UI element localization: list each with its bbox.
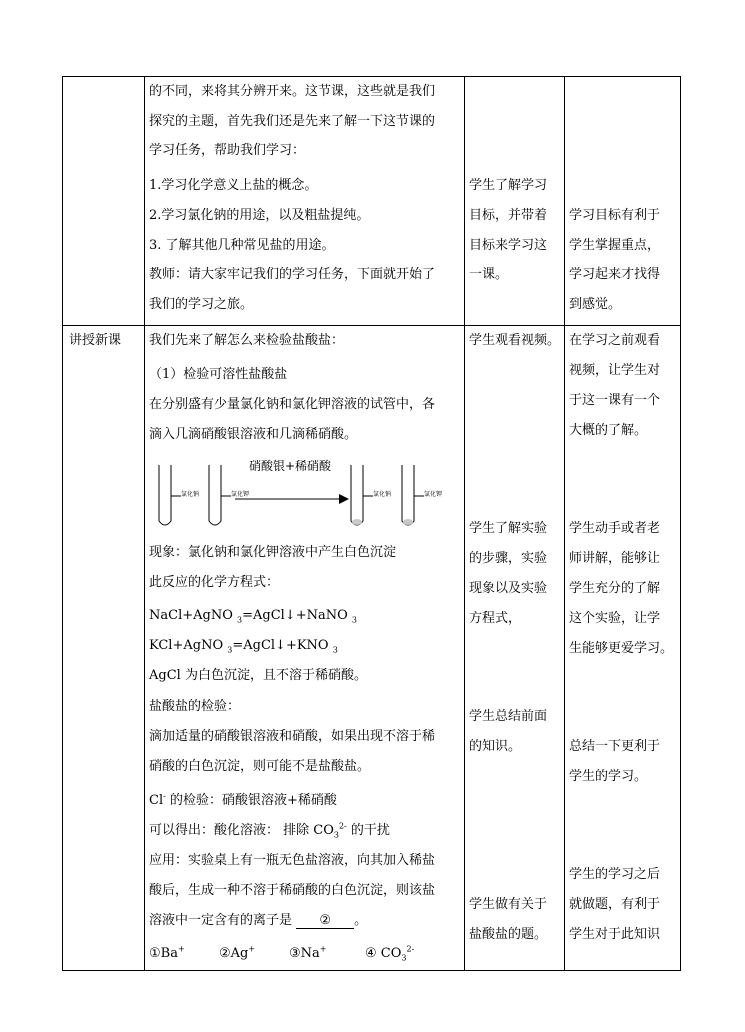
- content-line: 硝酸的白色沉淀，则可能不是盐酸盐。: [149, 759, 371, 774]
- student-activity-line: 一课。: [469, 267, 509, 282]
- row-divider: [63, 325, 680, 326]
- content-line: 滴入几滴硝酸银溶液和几滴稀硝酸。: [149, 427, 358, 442]
- content-subheading: 盐酸盐的检验：: [149, 699, 241, 714]
- content-line: 我们先来了解怎么来检验盐酸盐：: [149, 333, 345, 348]
- content-line: 3. 了解其他几种常见盐的用途。: [149, 238, 335, 253]
- tube-label: 氯化钠: [373, 491, 392, 498]
- design-intent-line: 学生对于此知识: [569, 927, 661, 942]
- student-activity-line: 的步骤，实验: [469, 551, 548, 566]
- student-activity-line: 方程式，: [469, 611, 522, 626]
- acidify-line: 可以得出：酸化溶液： 排除 $CO_3^{2-}$ 的干扰: [149, 821, 390, 840]
- chloride-test-line: Cl- 的检验：硝酸银溶液+稀硝酸: [149, 791, 337, 808]
- design-intent-line: 视频，让学生对: [569, 363, 661, 378]
- student-activity-line: 的知识。: [469, 739, 522, 754]
- design-intent-line: 学习起来才找得: [569, 267, 661, 282]
- content-line: AgCl 为白色沉淀，且不溶于稀硝酸。: [149, 668, 367, 683]
- content-line: 我们的学习之旅。: [149, 297, 254, 312]
- content-line: 教师：请大家牢记我们的学习任务，下面就开始了: [149, 267, 436, 282]
- equation-nacl: NaCl+AgNO $_3$=AgCl↓+NaNO $_3$: [149, 608, 357, 625]
- reagent-label: 硝酸银+稀硝酸: [249, 459, 332, 473]
- option-item: ②Ag+: [219, 944, 256, 961]
- tube-label: 氯化钾: [231, 491, 250, 498]
- content-line: 的不同，来将其分辨开来。这节课，这些就是我们: [149, 84, 436, 99]
- arrow-head-icon: [339, 494, 349, 504]
- design-intent-line: 在学习之前观看: [569, 333, 661, 348]
- design-intent-line: 生能够更爱学习。: [569, 641, 674, 656]
- design-intent-line: 学生的学习之后: [569, 867, 661, 882]
- application-line: 酸后，生成一种不溶于稀硝酸的白色沉淀，则该盐: [149, 883, 436, 898]
- test-tube-icon: [402, 465, 414, 525]
- column-divider: [564, 77, 565, 970]
- content-line: 1.学习化学意义上盐的概念。: [149, 178, 318, 193]
- experiment-diagram: [151, 459, 451, 531]
- student-activity-line: 学生总结前面: [469, 709, 548, 724]
- stage-label: 讲授新课: [69, 333, 122, 348]
- test-tube-icon: [209, 465, 221, 525]
- content-subheading: （1）检验可溶性盐酸盐: [149, 367, 288, 382]
- design-intent-line: 于这一课有一个: [569, 393, 661, 408]
- student-activity-line: 学生了解学习: [469, 178, 548, 193]
- test-tube-icon: [159, 465, 171, 525]
- student-activity-line: 学生做有关于: [469, 897, 548, 912]
- content-line: 2.学习氯化钠的用途，以及粗盐提纯。: [149, 208, 370, 223]
- tube-label: 氯化钾: [424, 491, 443, 498]
- student-activity-line: 目标，并带着: [469, 208, 548, 223]
- content-line: 学习任务，帮助我们学习：: [149, 143, 306, 158]
- student-activity-line: 学生了解实验: [469, 521, 548, 536]
- answer-blank: ②: [296, 914, 354, 929]
- tube-label: 氯化钠: [181, 491, 200, 498]
- design-intent-line: 学生的学习。: [569, 769, 648, 784]
- student-activity-line: 目标来学习这: [469, 238, 548, 253]
- option-item: ③Na+: [289, 944, 327, 961]
- column-divider: [144, 77, 145, 970]
- design-intent-line: 总结一下更利于: [569, 739, 661, 754]
- design-intent-line: 学生动手或者老: [569, 521, 661, 536]
- content-line: 滴加适量的硝酸银溶液和硝酸，如果出现不溶于稀: [149, 729, 436, 744]
- option-item: ①Ba+: [149, 944, 185, 961]
- content-line: 此反应的化学方程式：: [149, 575, 280, 590]
- content-line: 在分别盛有少量氯化钠和氯化钾溶液的试管中，各: [149, 397, 436, 412]
- test-tube-icon: [351, 465, 363, 525]
- design-intent-line: 就做题，有利于: [569, 897, 661, 912]
- design-intent-line: 学习目标有利于: [569, 208, 661, 223]
- student-activity-line: 现象以及实验: [469, 581, 548, 596]
- content-line: 探究的主题，首先我们还是先来了解一下这节课的: [149, 114, 436, 129]
- application-line: 应用：实验桌上有一瓶无色盐溶液，向其加入稀盐: [149, 853, 436, 868]
- option-item: ④ $CO_3^{2-}$: [365, 944, 415, 963]
- design-intent-line: 到感觉。: [569, 297, 622, 312]
- column-divider: [464, 77, 465, 970]
- lesson-plan-table: [62, 76, 681, 971]
- student-activity-line: 学生观看视频。: [469, 333, 561, 348]
- design-intent-line: 这个实验，让学: [569, 611, 661, 626]
- observation-line: 现象：氯化钠和氯化钾溶液中产生白色沉淀: [149, 545, 397, 560]
- design-intent-line: 学生掌握重点，: [569, 238, 661, 253]
- student-activity-line: 盐酸盐的题。: [469, 927, 548, 942]
- design-intent-line: 师讲解，能够让: [569, 551, 661, 566]
- application-line: 溶液中一定含有的离子是 ② 。: [149, 913, 368, 928]
- equation-kcl: KCl+AgNO $_3$=AgCl↓+KNO $_3$: [149, 638, 338, 655]
- design-intent-line: 大概的了解。: [569, 423, 648, 438]
- design-intent-line: 学生充分的了解: [569, 581, 661, 596]
